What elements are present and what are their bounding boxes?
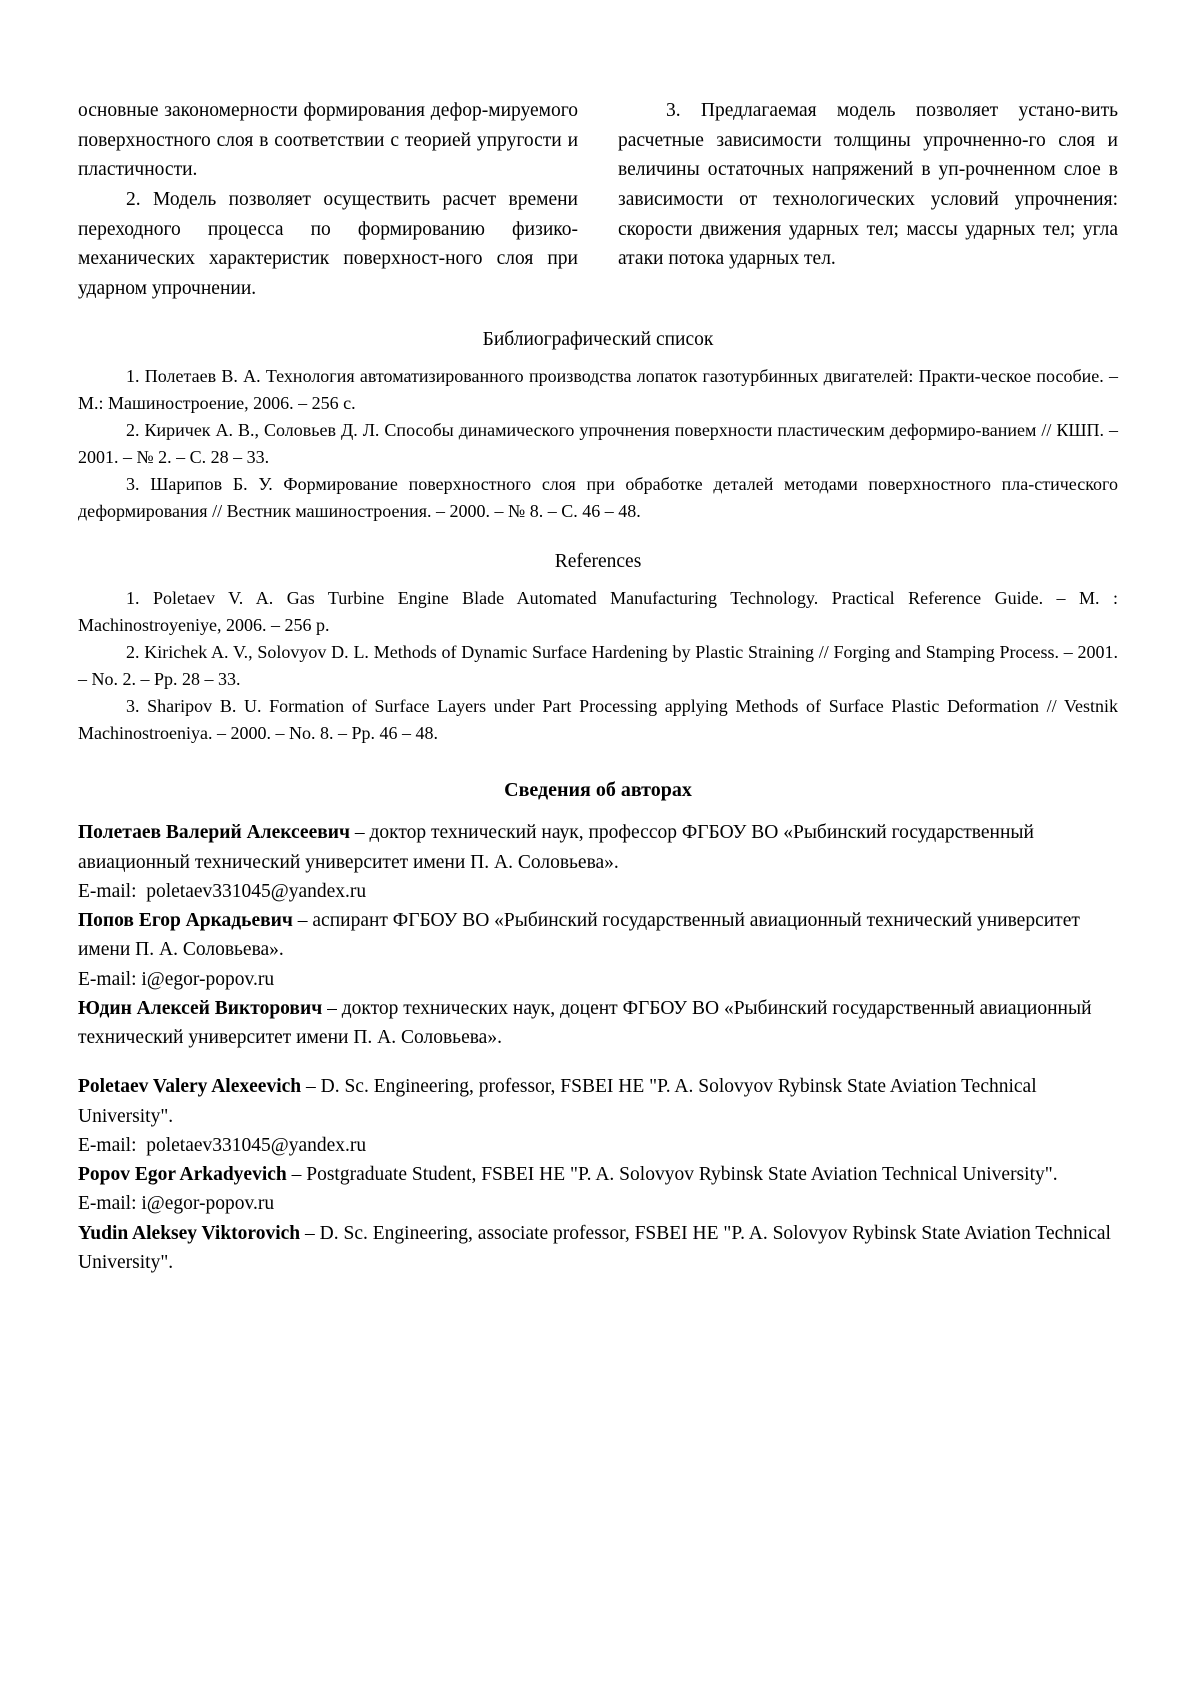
bibliography-item: 3. Шарипов Б. У. Формирование поверхностного слоя при обработке деталей методами поверхностного пла-стического деформирования // Вестник машиностроения. – 2000. – № 8. – С. 46 – 48.	[78, 474, 1118, 522]
email-value[interactable]: poletaev331045@yandex.ru	[146, 880, 367, 902]
email-label: E-mail:	[78, 880, 137, 902]
author-description: – Postgraduate Student, FSBEI HE "P. A. Solovyov Rybinsk State Aviation Technical University".	[286, 1164, 1058, 1186]
author-name: Yudin Aleksey Viktorovich	[78, 1222, 301, 1244]
author-entry	[78, 906, 1118, 965]
author-entry	[78, 1160, 1118, 1189]
authors-info-heading: Сведения об авторах	[504, 779, 692, 802]
references-heading: References	[554, 551, 642, 573]
right-column	[618, 96, 1118, 303]
page-content	[78, 96, 1118, 1277]
email-label: E-mail:	[78, 968, 137, 990]
reference-item: 3. Sharipov B. U. Formation of Surface Layers under Part Processing applying Methods of Surface Plastic Deformation // Vestnik Machinostroeniya. – 2000. – No. 8. – Pp. 46 – 48.	[78, 696, 1118, 744]
author-email-line	[78, 965, 1118, 994]
author-entry	[78, 818, 1118, 877]
left-column	[78, 96, 578, 303]
author-name: Полетаев Валерий Алексеевич	[78, 822, 350, 844]
author-description: – D. Sc. Engineering, associate professor, FSBEI HE "P. A. Solovyov Rybinsk State Aviation Technical University".	[78, 1222, 1111, 1273]
bibliography-item: 1. Полетаев В. А. Технология автоматизированного производства лопаток газотурбинных двигателей: Практи-ческое пособие. – М.: Машиностроение, 2006. – 256 с.	[78, 366, 1118, 414]
paragraph-conclusion-3: 3. Предлагаемая модель позволяет устано-вить расчетные зависимости толщины упрочненно-го слоя и величины остаточных напряжений в уп-рочненном слое в зависимости от технологических условий упрочнения: скорости движения ударных тел; массы ударных тел; угла атаки потока ударных тел.	[618, 100, 1118, 270]
author-description: – D. Sc. Engineering, professor, FSBEI HE "P. A. Solovyov Rybinsk State Aviation Technical University".	[78, 1076, 1037, 1127]
email-label: E-mail:	[78, 1134, 137, 1156]
author-entry	[78, 1219, 1118, 1278]
author-name: Попов Егор Аркадьевич	[78, 910, 293, 932]
spacer	[78, 1052, 1118, 1072]
author-entry	[78, 1072, 1118, 1131]
authors-list-ru	[78, 818, 1118, 1052]
author-description: – доктор технических наук, доцент ФГБОУ ВО «Рыбинский государственный авиационный технический университет имени П. А. Соловьева».	[78, 997, 1092, 1049]
author-name: Popov Egor Arkadyevich	[78, 1164, 287, 1186]
bibliography-heading: Библиографический список	[482, 329, 714, 351]
bibliography-list	[78, 363, 1118, 525]
author-name: Poletaev Valery Alexeevich	[78, 1076, 302, 1098]
author-email-line	[78, 1131, 1118, 1160]
author-name: Юдин Алексей Викторович	[78, 997, 323, 1019]
bibliography-item: 2. Киричек А. В., Соловьев Д. Л. Способы динамического упрочнения поверхности пластическим деформиро-ванием // КШП. – 2001. – № 2. – С. 28 – 33.	[78, 420, 1118, 468]
paragraph-conclusion-2: 2. Модель позволяет осуществить расчет времени переходного процесса по формированию физико-механических характеристик поверхност-ного слоя при ударном упрочнении.	[78, 188, 578, 299]
email-value[interactable]: poletaev331045@yandex.ru	[146, 1134, 367, 1156]
reference-item: 1. Poletaev V. A. Gas Turbine Engine Blade Automated Manufacturing Technology. Practical Reference Guide. – M. : Machinostroyeniye, 2006. – 256 p.	[78, 588, 1118, 636]
reference-item: 2. Kirichek A. V., Solovyov D. L. Methods of Dynamic Surface Hardening by Plastic Straining // Forging and Stamping Process. – 2001. – No. 2. – Pp. 28 – 33.	[78, 642, 1118, 690]
author-entry	[78, 994, 1118, 1053]
authors-list-en	[78, 1072, 1118, 1277]
paragraph-continuation: основные закономерности формирования дефор-мируемого поверхностного слоя в соответствии с теорией упругости и пластичности.	[78, 100, 578, 181]
author-email-line	[78, 1189, 1118, 1218]
email-label: E-mail:	[78, 1193, 137, 1215]
author-email-line	[78, 877, 1118, 906]
references-list	[78, 585, 1118, 747]
author-description: – доктор технический наук, профессор ФГБОУ ВО «Рыбинский государственный авиационный технический университет имени П. А. Соловьева».	[78, 822, 1034, 873]
author-description: – аспирант ФГБОУ ВО «Рыбинский государственный авиационный технический университет имени П. А. Соловьева».	[78, 910, 1080, 961]
two-column-text-block	[78, 96, 1118, 303]
email-value[interactable]: i@egor-popov.ru	[141, 968, 275, 990]
email-value[interactable]: i@egor-popov.ru	[141, 1193, 275, 1215]
